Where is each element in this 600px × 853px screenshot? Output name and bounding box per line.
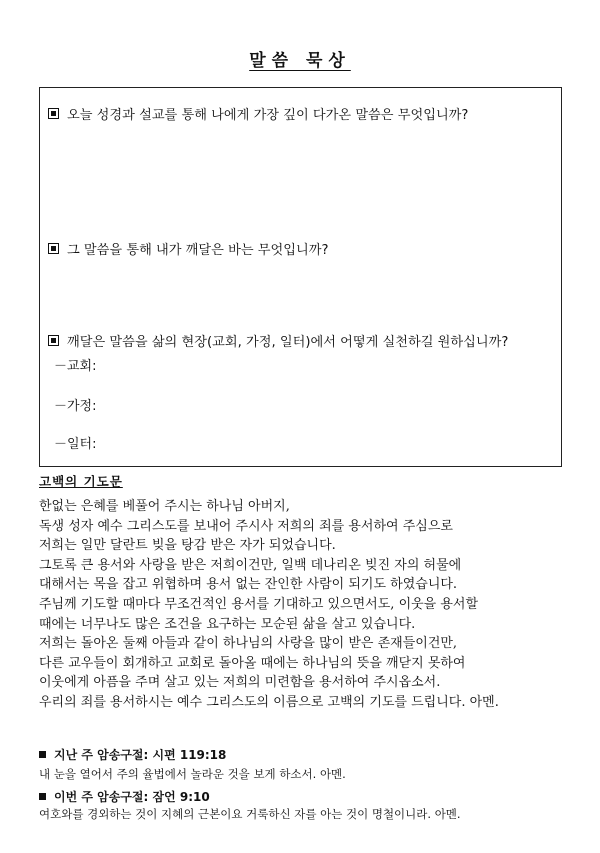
square-bullet-icon [48,243,59,254]
prayer-line: 우리의 죄를 용서하시는 예수 그리스도의 이름으로 고백의 기도를 드립니다. 아멘. [39,694,499,710]
square-bullet-icon [39,751,46,758]
question-2-text: 그 말씀을 통해 내가 깨달은 바는 무엇입니까? [67,243,329,258]
prayer-line: 한없는 은혜를 베풀어 주시는 하나님 아버지, [39,499,290,514]
last-week-verse-title-text: 지난 주 암송구절: 시편 119:18 [54,748,227,762]
prayer-line: 그토록 큰 용서와 사랑을 받은 저희이건만, 일백 데나리온 빚진 자의 허물에 [39,557,462,573]
square-bullet-icon [39,793,46,800]
field-church: －교회: [54,359,97,374]
this-week-verse-title [39,788,210,805]
prayer-line: 독생 성자 예수 그리스도를 보내어 주시사 저희의 죄를 용서하여 주심으로 [39,518,453,534]
question-2 [48,239,328,258]
this-week-verse-text: 여호와를 경외하는 것이 지혜의 근본이요 거룩하신 자를 아는 것이 명철이니라. 아멘. [39,807,461,821]
prayer-line: 이웃에게 아픔을 주며 살고 있는 저희의 미련함을 용서하여 주시옵소서. [39,675,441,691]
question-3-text: 깨달은 말씀을 삶의 현장(교회, 가정, 일터)에서 어떻게 실천하길 원하십니까? [67,335,509,350]
prayer-line: 저희는 돌아온 둘째 아들과 같이 하나님의 사랑을 많이 받은 존재들이건만, [39,636,458,652]
prayer-line: 다른 교우들이 회개하고 교회로 돌아올 때에는 하나님의 뜻을 깨닫지 못하여 [39,655,466,671]
meditation-box [39,87,562,467]
question-1 [48,104,468,123]
prayer-body [39,497,579,713]
this-week-verse-title-text: 이번 주 암송구절: 잠언 9:10 [54,790,210,804]
prayer-line: 저희는 일만 달란트 빚을 탕감 받은 자가 되었습니다. [39,538,336,554]
question-3 [48,331,508,350]
prayer-line: 때에는 너무나도 많은 조건을 요구하는 모순된 삶을 살고 있습니다. [39,616,416,632]
prayer-line: 주님께 기도할 때마다 무조건적인 용서를 기대하고 있으면서도, 이웃을 용서할 [39,596,479,612]
square-bullet-icon [48,335,59,346]
last-week-verse-text: 내 눈을 열어서 주의 율법에서 놀라운 것을 보게 하소서. 아멘. [39,767,346,781]
field-home: －가정: [54,399,97,414]
prayer-line: 대해서는 목을 잡고 위협하며 용서 없는 잔인한 사람이 되기도 하였습니다. [39,577,458,593]
question-1-text: 오늘 성경과 설교를 통해 나에게 가장 깊이 다가온 말씀은 무엇입니까? [67,108,469,123]
field-work: －일터: [54,437,97,452]
last-week-verse-title [39,746,226,763]
square-bullet-icon [48,108,59,119]
prayer-heading: 고백의 기도문 [39,474,123,489]
page-title: 말씀 묵상 [249,51,351,71]
